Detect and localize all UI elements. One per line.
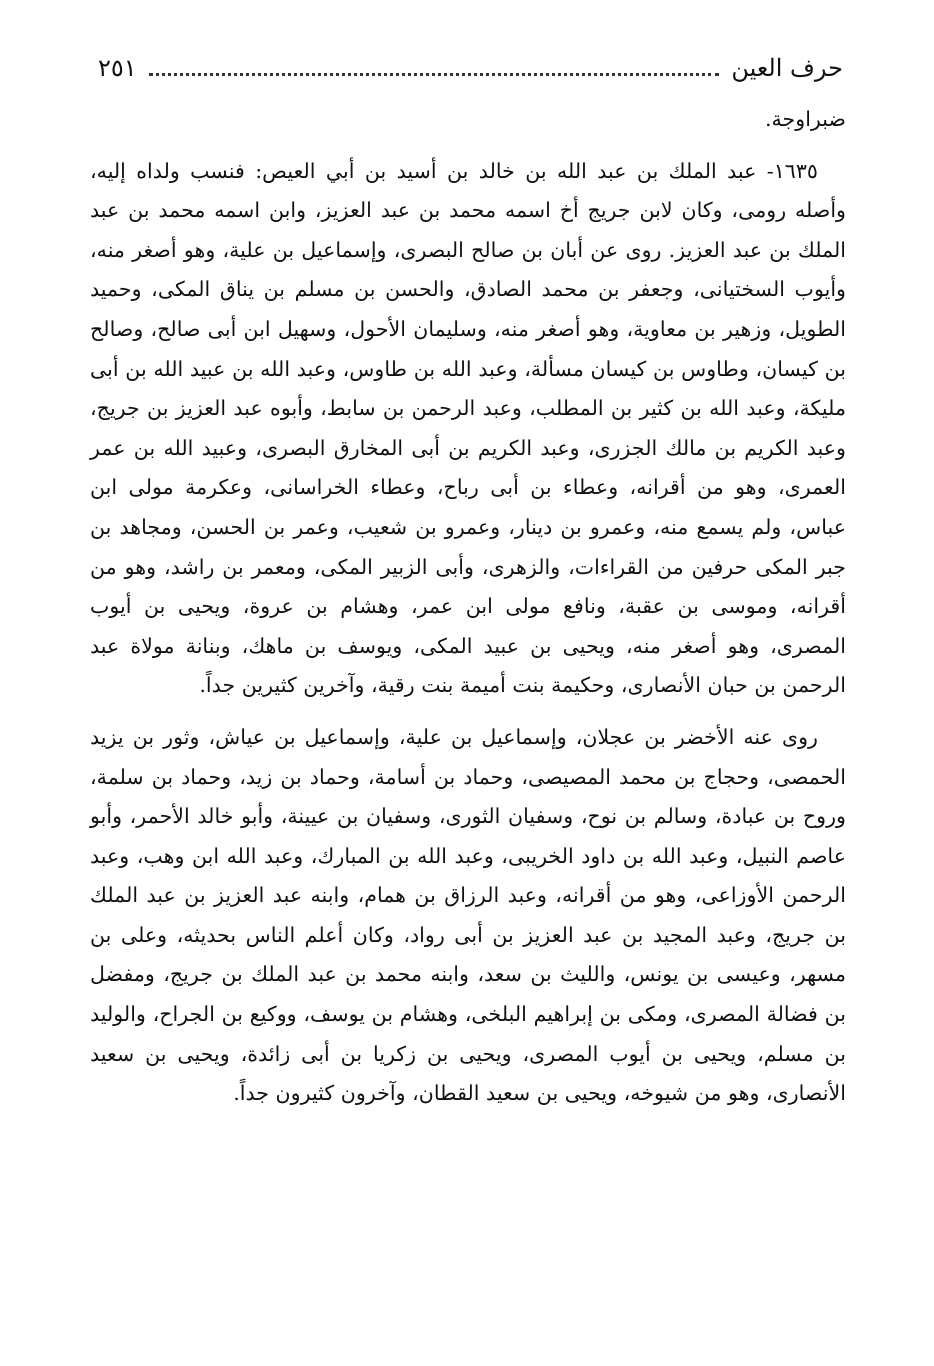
narrators-paragraph: روى عنه الأخضر بن عجلان، وإسماعيل بن علية، وإسماعيل بن عياش، وثور بن يزيد الحمصى، وحجاج بن محمد المصيصى، وحماد بن أسامة، وحماد بن زيد، وحماد بن سلمة، وروح بن عبادة، وسالم بن نوح، وسفيان الثورى، وسفيان بن عيينة، وأبو خالد الأحمر، وأبو عاصم النبيل، وعبد الله بن داود الخريبى، وعبد الله بن المبارك، وعبد الله ابن وهب، وعبد الرحمن الأوزاعى، وهو من أقرانه، وعبد الرزاق بن همام، وابنه عبد العزيز بن عبد الملك بن جريج، وعبد المجيد بن عبد العزيز بن أبى رواد، وكان أعلم الناس بحديثه، وعلى بن مسهر، وعيسى بن يونس، والليث بن سعد، وابنه محمد بن عبد الملك بن جريج، ومفضل بن فضالة المصرى، ومكى بن إبراهيم البلخى، وهشام بن يوسف، ووكيع بن الجراح، والوليد بن مسلم، ويحيى بن أيوب المصرى، ويحيى بن زكريا بن أبى زائدة، ويحيى بن سعيد الأنصارى، وهو من شيوخه، ويحيى بن سعيد القطان، وآخرون كثيرون جداً. xyxy=(90,724,846,1106)
page-body xyxy=(90,100,846,1114)
running-header xyxy=(98,48,843,88)
biography-entry-paragraph: ١٦٣٥- عبد الملك بن عبد الله بن خالد بن أسيد بن أبي العيص: فنسب ولداه إليه، وأصله رومى، وكان لابن جريج أخ اسمه محمد بن عبد العزيز، وابن اسمه محمد بن عبد الملك بن عبد العزيز. روى عن أبان بن صالح البصرى، وإسماعيل بن علية، وهو أصغر منه، وأيوب السختيانى، وجعفر بن محمد الصادق، والحسن بن مسلم بن يناق المكى، وحميد الطويل، وزهير بن معاوية، وهو أصغر منه، وسليمان الأحول، وسهيل ابن أبى صالح، وصالح بن كيسان، وطاوس بن كيسان مسألة، وعبد الله بن طاوس، وعبد الله بن عبيد الله بن أبى مليكة، وعبد الله بن كثير بن المطلب، وعبد الرحمن بن سابط، وأبوه عبد العزيز بن جريج، وعبد الكريم بن مالك الجزرى، وعبد الكريم بن أبى المخارق البصرى، وعبيد الله بن عمر العمرى، وهو من أقرانه، وعطاء بن أبى رباح، وعطاء الخراسانى، وعكرمة مولى ابن عباس، ولم يسمع منه، وعمرو بن دينار، وعمرو بن شعيب، وعمر بن الحسن، ومجاهد بن جبر المكى حرفين من القراءات، والزهرى، وأبى الزبير المكى، ومعمر بن راشد، وهو من أقرانه، وموسى بن عقبة، ونافع مولى ابن عمر، وهشام بن عروة، ويحيى بن أيوب المصرى، وهو أصغر منه، ويحيى بن عبيد المكى، ويوسف بن ماهك، وبنانة مولاة عبد الرحمن بن حبان الأنصارى، وحكيمة بنت أميمة بنت رقية، وآخرين كثيرين جداً. xyxy=(90,158,846,698)
chapter-title: حرف العين xyxy=(731,54,843,82)
continuation-line: ضبراوجة. xyxy=(764,107,846,131)
leader-dots xyxy=(149,73,720,76)
page-number: ٢٥١ xyxy=(98,54,137,82)
